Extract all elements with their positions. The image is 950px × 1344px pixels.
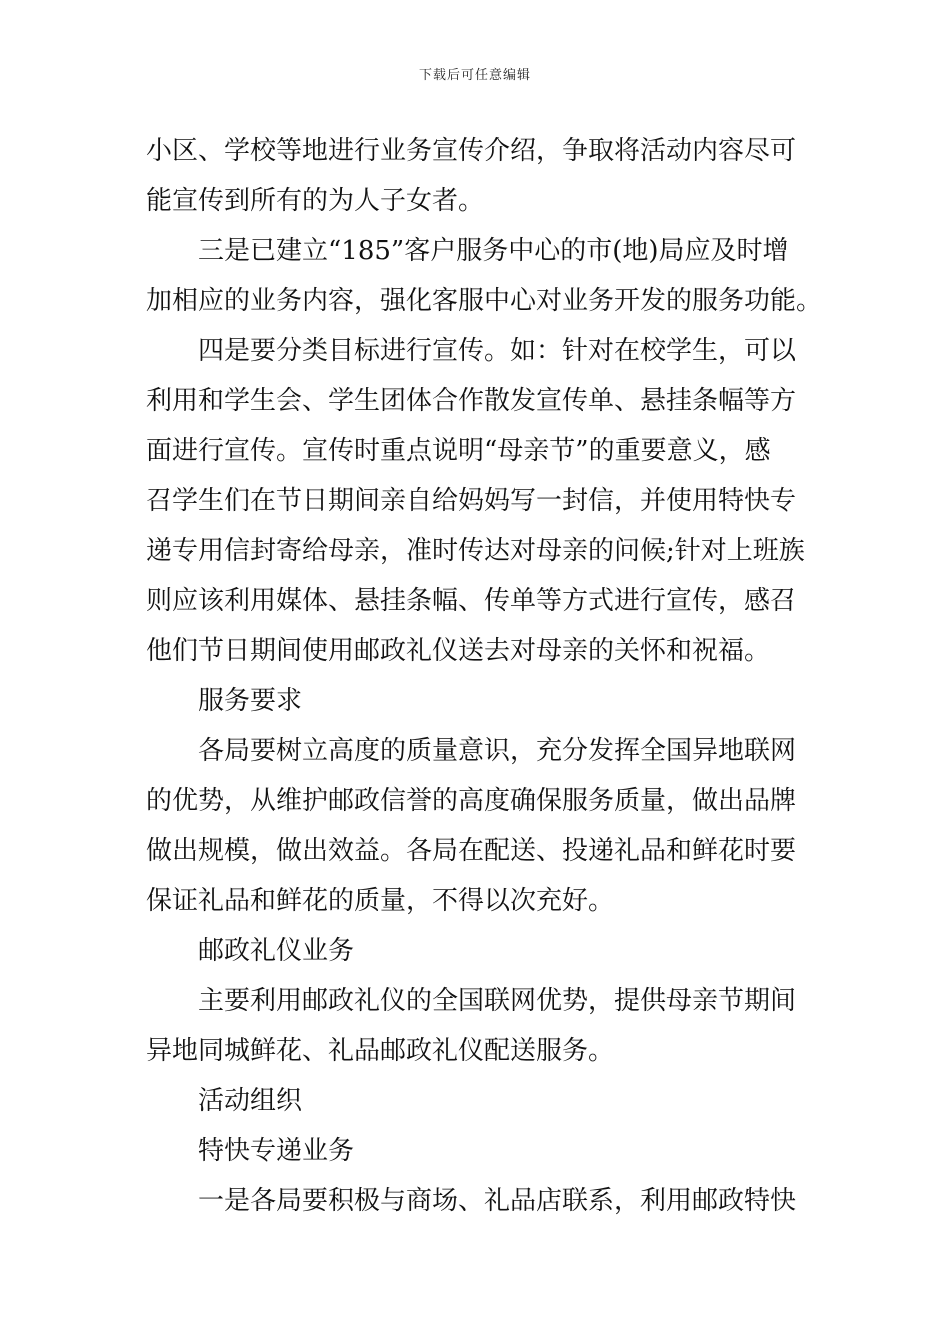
section-heading: 特快专递业务 — [198, 1136, 355, 1166]
text-line: 保证礼品和鲜花的质量，不得以次充好。 — [146, 886, 615, 916]
text-line: 做出规模，做出效益。各局在配送、投递礼品和鲜花时要 — [146, 836, 797, 866]
text-line: 则应该利用媒体、悬挂条幅、传单等方式进行宣传，感召 — [146, 586, 797, 616]
text-line: 三是已建立“185”客户服务中心的市(地)局应及时增 — [198, 236, 789, 266]
text-line: 召学生们在节日期间亲自给妈妈写一封信，并使用特快专 — [146, 486, 797, 516]
text-line: 异地同城鲜花、礼品邮政礼仪配送服务。 — [146, 1036, 615, 1066]
text-line: 四是要分类目标进行宣传。如：针对在校学生，可以 — [198, 336, 797, 366]
document-body — [146, 126, 823, 1226]
section-heading: 服务要求 — [198, 686, 303, 716]
text-line: 的优势，从维护邮政信誉的高度确保服务质量，做出品牌 — [146, 786, 797, 816]
section-heading: 邮政礼仪业务 — [198, 936, 355, 966]
page-header: 下载后可任意编辑 — [418, 68, 531, 83]
text-line: 各局要树立高度的质量意识，充分发挥全国异地联网 — [198, 736, 797, 766]
text-line: 利用和学生会、学生团体合作散发宣传单、悬挂条幅等方 — [146, 386, 797, 416]
text-line: 递专用信封寄给母亲，准时传达对母亲的问候;针对上班族 — [146, 536, 805, 566]
text-line: 小区、学校等地进行业务宣传介绍，争取将活动内容尽可 — [146, 136, 797, 166]
text-line: 一是各局要积极与商场、礼品店联系，利用邮政特快 — [198, 1186, 797, 1216]
text-line: 能宣传到所有的为人子女者。 — [146, 186, 485, 216]
section-heading: 活动组织 — [198, 1086, 303, 1116]
text-line: 面进行宣传。宣传时重点说明“母亲节”的重要意义，感 — [146, 436, 771, 466]
text-line: 他们节日期间使用邮政礼仪送去对母亲的关怀和祝福。 — [146, 636, 771, 666]
text-line: 加相应的业务内容，强化客服中心对业务开发的服务功能。 — [146, 286, 823, 316]
text-line: 主要利用邮政礼仪的全国联网优势，提供母亲节期间 — [198, 986, 797, 1016]
